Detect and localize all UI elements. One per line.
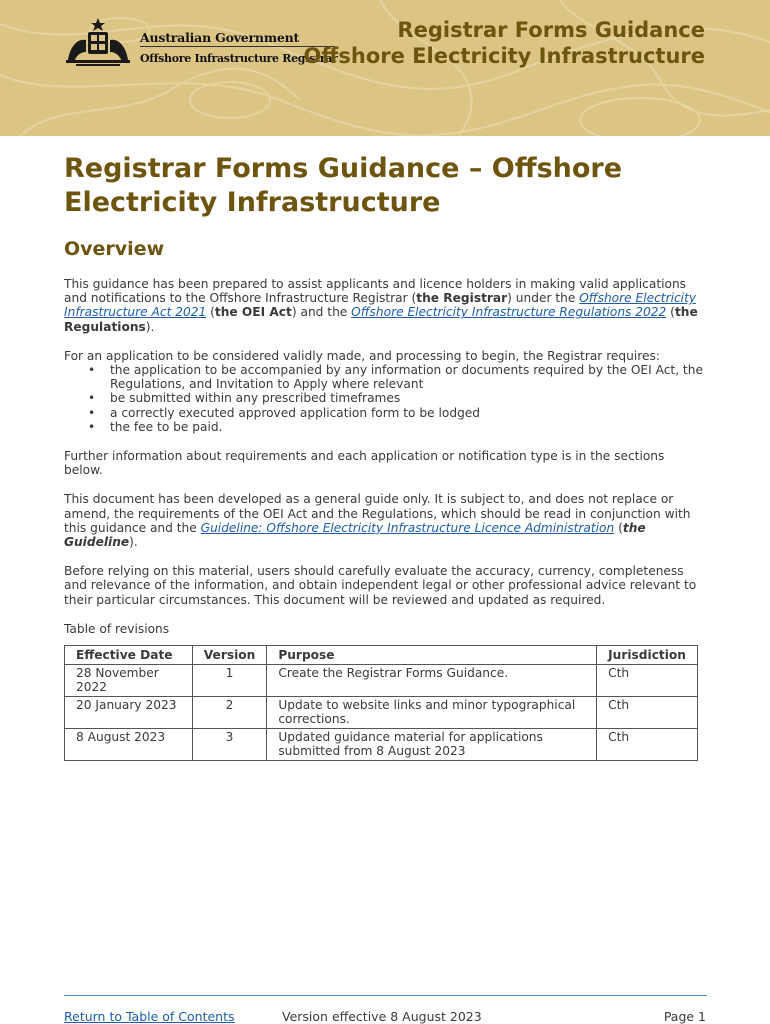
coat-of-arms-icon (60, 16, 136, 70)
table-row (65, 697, 698, 729)
header-jurisdiction: Jurisdiction (597, 646, 698, 665)
list-item: • the fee to be paid. (110, 420, 706, 434)
cell-jurisdiction: Cth (597, 697, 698, 729)
requirements-list (64, 363, 706, 434)
cell-version: 1 (192, 665, 267, 697)
cell-purpose: Updated guidance material for applications submitted from 8 August 2023 (267, 729, 597, 761)
table-row (65, 665, 698, 697)
revisions-table (64, 645, 698, 761)
footer-rule (64, 995, 707, 996)
oei-regulations-link[interactable]: Offshore Electricity Infrastructure Regulations 2022 (351, 305, 667, 320)
disclaimer-paragraph: Before relying on this material, users should carefully evaluate the accuracy, currency, completeness and relevance of the information, and obtain independent legal or other professional advice relevant to their particular circumstances. This document will be reviewed and updated as required. (64, 564, 697, 607)
table-caption: Table of revisions (64, 621, 170, 636)
table-row (65, 729, 698, 761)
oei-act-term: the OEI Act (214, 305, 292, 320)
registrar-term: the Registrar (416, 291, 508, 306)
intro-text-3: ( (206, 305, 215, 320)
agency-name: Offshore Infrastructure Registrar (140, 52, 338, 65)
cell-jurisdiction: Cth (597, 665, 698, 697)
document-body (64, 152, 706, 761)
intro-text-2: ) under the (507, 291, 580, 306)
overview-heading: Overview (64, 238, 165, 260)
regulations-term: the Regulations (64, 305, 698, 334)
government-name: Australian Government (140, 30, 300, 45)
intro-text-6: ). (145, 319, 155, 334)
cell-version: 2 (192, 697, 267, 729)
header-title-line-1: Registrar Forms Guidance (397, 18, 705, 42)
table-header-row (65, 646, 698, 665)
cell-purpose: Create the Registrar Forms Guidance. (267, 665, 597, 697)
list-item: • the application to be accompanied by any information or documents required by the OEI Act, the Regulations, and Invitation to Apply where relevant (110, 363, 706, 391)
header-banner (0, 0, 770, 136)
header-version: Version (192, 646, 267, 665)
header-title (304, 17, 705, 69)
list-item: • a correctly executed approved application form to be lodged (110, 406, 706, 420)
general-guide-paragraph (64, 492, 706, 549)
guide-text-3: ). (129, 535, 138, 550)
footer-page-number: Page 1 (663, 1009, 706, 1024)
oei-act-link[interactable]: Offshore Electricity Infrastructure Act 2021 (64, 291, 697, 320)
header-purpose: Purpose (267, 646, 597, 665)
guide-text-1: This document has been developed as a general guide only. It is subject to, and does not replace or amend, the requirements of the OEI Act and the Regulations, which should be read in conjunction with this guidance and the (64, 492, 691, 535)
cell-purpose: Update to website links and minor typographical corrections. (267, 697, 597, 729)
cell-date: 8 August 2023 (65, 729, 193, 761)
header-title-line-2: Offshore Electricity Infrastructure (303, 44, 705, 68)
cell-jurisdiction: Cth (597, 729, 698, 761)
intro-paragraph (64, 277, 706, 334)
header-effective-date: Effective Date (65, 646, 193, 665)
cell-version: 3 (192, 729, 267, 761)
guide-text-2: ( (614, 520, 623, 535)
further-info-paragraph: Further information about requirements and each application or notification type is in the sections below. (64, 449, 665, 478)
document-title: Registrar Forms Guidance – Offshore Electricity Infrastructure (64, 153, 623, 218)
intro-text-5: ( (666, 305, 675, 320)
cell-date: 20 January 2023 (65, 697, 193, 729)
return-to-toc-link[interactable]: Return to Table of Contents (64, 1009, 235, 1024)
intro-text-4: ) and the (291, 305, 352, 320)
list-item: • be submitted within any prescribed timeframes (110, 391, 706, 405)
cell-date: 28 November 2022 (65, 665, 193, 697)
intro-text-1: This guidance has been prepared to assist applicants and licence holders in making valid applications and notifications to the Offshore Infrastructure Registrar ( (64, 277, 687, 306)
guideline-link[interactable]: Guideline: Offshore Electricity Infrastructure Licence Administration (200, 520, 615, 535)
footer-version: Version effective 8 August 2023 (282, 1009, 482, 1024)
guideline-term: the Guideline (64, 520, 646, 550)
requirements-intro: For an application to be considered validly made, and processing to begin, the Registrar requires: (64, 348, 660, 363)
